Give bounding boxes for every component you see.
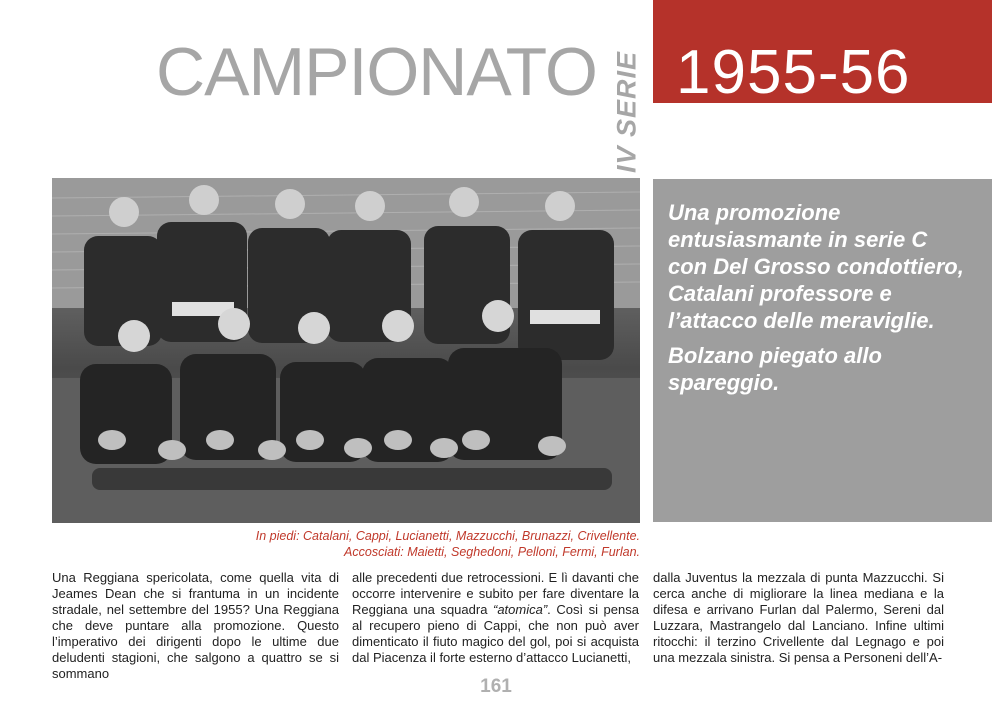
caption-crouching: Accosciati: Maietti, Seghedoni, Pelloni, Fermi, Furlan. (344, 545, 640, 559)
caption-standing: In piedi: Catalani, Cappi, Lucianetti, Mazzucchi, Brunazzi, Crivellente. (255, 529, 640, 543)
team-photo-illustration (52, 178, 640, 523)
summary-text (668, 199, 968, 396)
photo-caption (80, 528, 640, 560)
team-photo (52, 178, 640, 523)
page-number: 161 (480, 676, 512, 697)
page-title: CAMPIONATO (156, 34, 597, 110)
series-label-vertical (612, 48, 642, 176)
body-column-2-part-1: alle precedenti due retrocessioni. E lì davanti che occorre intervenire e subito per fare diventare la Reggiana una squadra (352, 570, 639, 617)
body-column-2-part-2: . Così si pensa al recupero pieno di Cappi, che non può aver dimenticato il fiuto magico del gol, poi si acquista dal Piacenza il forte esterno d’attacco Lucianetti, (352, 602, 639, 665)
summary-paragraph-1: Una promozione entusiasmante in serie C con Del Grosso condottiero, Catalani professore e l’attacco delle meraviglie. (668, 200, 964, 333)
series-label: IV SERIE (611, 50, 642, 174)
body-column-3: dalla Juventus la mezzala di punta Mazzucchi. Si cerca anche di migliorare la linea mediana e la difesa e arrivano Furlan dal Palermo, Sereni dal Luzzara, Mastrangelo dal Lanciano. Infine ultimi ritocchi: il terzino Crivellente dal Legnago e poi una mezzala sinistra. Si pensa a Personeni dell’A- (653, 570, 944, 665)
season-year: 1955-56 (676, 38, 911, 107)
body-column-2-emphasis: “atomica” (492, 602, 548, 617)
summary-paragraph-2: Bolzano piegato allo spareggio. (668, 343, 882, 395)
body-column-2 (352, 570, 639, 665)
body-column-1: Una Reggiana spericolata, come quella vita di Jeames Dean che si frantuma in un incidente stradale, nel settembre del 1955? Una Reggiana che deve puntare alla promozione. Questo l’imperativo dei dirigenti dopo le ultime due deludenti stagioni, che salgono a quattro se si sommano (52, 570, 339, 681)
